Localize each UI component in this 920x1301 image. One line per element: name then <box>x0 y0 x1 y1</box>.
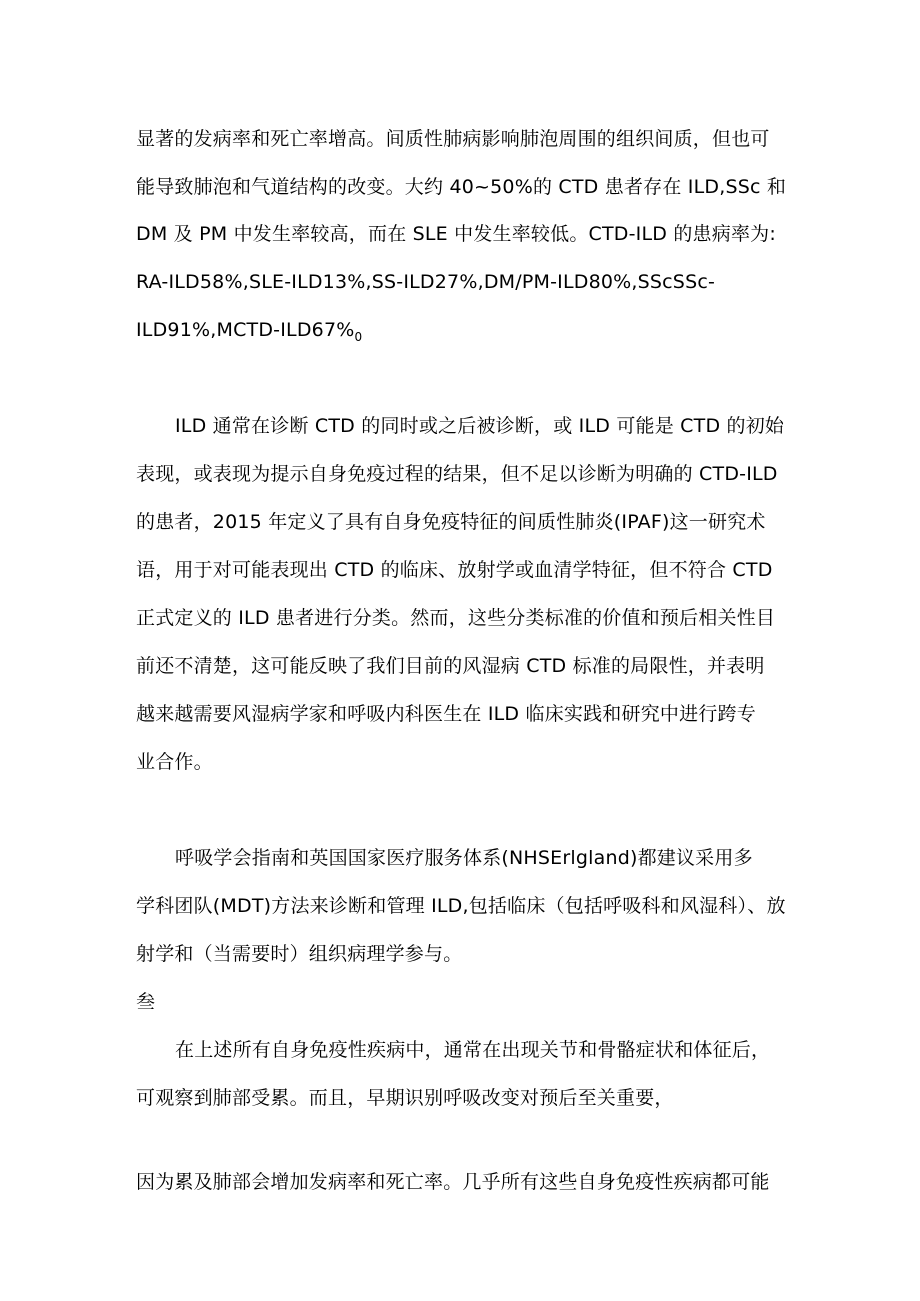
paragraph-2-line-3: 的患者，2015 年定义了具有自身免疫特征的间质性肺炎(IPAF)这一研究术 <box>136 511 766 533</box>
paragraph-2-line-7: 越来越需要风湿病学家和呼吸内科医生在 ILD 临床实践和研究中进行跨专 <box>136 703 756 725</box>
paragraph-2-line-1: ILD 通常在诊断 CTD 的同时或之后被诊断，或 ILD 可能是 CTD 的初始 <box>175 415 785 437</box>
paragraph-4-line-2: 可观察到肺部受累。而且，早期识别呼吸改变对预后至关重要， <box>136 1087 674 1109</box>
paragraph-2-line-8: 业合作。 <box>136 751 213 773</box>
paragraph-1-line-4: RA-ILD58%,SLE-ILD13%,SS-ILD27%,DM/PM-ILD80%,SScSSc- <box>136 271 716 293</box>
paragraph-3-line-3: 射学和（当需要时）组织病理学参与。 <box>136 943 463 965</box>
paragraph-2-line-6: 前还不清楚，这可能反映了我们目前的风湿病 CTD 标准的局限性，并表明 <box>136 655 765 677</box>
paragraph-2-line-5: 正式定义的 ILD 患者进行分类。然而，这些分类标准的价值和预后相关性目 <box>136 607 776 629</box>
paragraph-5-line-1: 因为累及肺部会增加发病率和死亡率。几乎所有这些自身免疫性疾病都可能 <box>136 1171 770 1193</box>
section-heading: 叁 <box>136 991 156 1013</box>
paragraph-1-line-2: 能导致肺泡和气道结构的改变。大约 40~50%的 CTD 患者存在 ILD,SSc 和 <box>136 176 787 198</box>
paragraph-1-subscript: 0 <box>354 330 363 344</box>
paragraph-1-line-1: 显著的发病率和死亡率增高。间质性肺病影响肺泡周围的组织间质，但也可 <box>136 128 770 150</box>
paragraph-4-line-1: 在上述所有自身免疫性疾病中，通常在出现关节和骨骼症状和体征后， <box>175 1039 771 1061</box>
paragraph-1-line-3: DM 及 PM 中发生率较高，而在 SLE 中发生率较低。CTD-ILD 的患病率为: <box>136 223 776 245</box>
paragraph-3-line-2: 学科团队(MDT)方法来诊断和管理 ILD,包括临床（包括呼吸科和风湿科）、放 <box>136 895 786 917</box>
paragraph-1-line-5-text: ILD91%,MCTD-ILD67% <box>136 319 355 341</box>
paragraph-1-line-5 <box>136 318 362 349</box>
paragraph-3-line-1: 呼吸学会指南和英国国家医疗服务体系(NHSErlgland)都建议采用多 <box>175 847 753 869</box>
paragraph-2-line-2: 表现，或表现为提示自身免疫过程的结果，但不足以诊断为明确的 CTD-ILD <box>136 463 778 485</box>
paragraph-2-line-4: 语，用于对可能表现出 CTD 的临床、放射学或血清学特征，但不符合 CTD <box>136 559 773 581</box>
